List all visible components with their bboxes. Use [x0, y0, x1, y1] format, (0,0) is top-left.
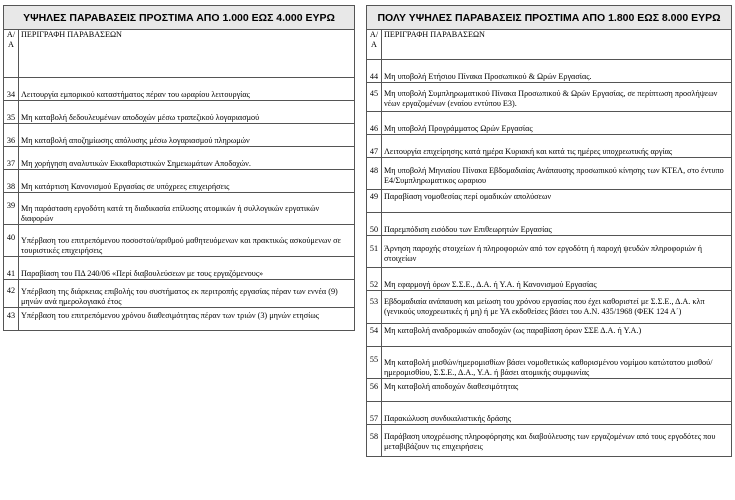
row-description: Μη καταβολή αναδρομικών αποδοχών (ως παραβίαση όρων ΣΣΕ Δ.Α. ή Υ.Α.): [382, 324, 732, 347]
row-description: Λειτουργία επιχείρησης κατά ημέρα Κυριακή και κατά τις ημέρες υποχρεωτικής αργίας: [382, 135, 732, 158]
table-row: [367, 268, 732, 291]
row-description: Μη καταβολή μισθών/ημερομισθίων βάσει νομοθετικώς καθορισμένου νομίμου κατώτατου μισθού/ημερομισθίου, Σ.Σ.Ε., Δ.Α., Υ.Α. ή βάσει ατομικής συμφωνίας: [382, 347, 732, 379]
table-row: [4, 124, 355, 147]
row-description: Μη κατάρτιση Κανονισμού Εργασίας σε υπόχρεες επιχειρήσεις: [19, 170, 355, 193]
row-number: 37: [4, 147, 19, 170]
table-row: [4, 193, 355, 225]
row-description: Μη εφαρμογή όρων Σ.Σ.Ε., Δ.Α. ή Υ.Α. ή Κανονισμού Εργασίας: [382, 268, 732, 291]
row-description: Μη υποβολή Προγράμματος Ωρών Εργασίας: [382, 112, 732, 135]
row-number: 57: [367, 402, 382, 425]
table-row: [4, 170, 355, 193]
table-row: [367, 347, 732, 379]
row-number: 38: [4, 170, 19, 193]
row-number: 40: [4, 225, 19, 257]
table-row: [4, 147, 355, 170]
table-row: [367, 291, 732, 324]
table-row: [367, 190, 732, 213]
table-row: [367, 236, 732, 268]
row-description: Λειτουργία εμπορικού καταστήματος πέραν του ωραρίου λειτουργίας: [19, 78, 355, 101]
row-number: 49: [367, 190, 382, 213]
table-row: [4, 308, 355, 331]
row-number: 34: [4, 78, 19, 101]
table-row: [367, 83, 732, 112]
row-description: Υπέρβαση του επιτρεπόμενου χρόνου διαθεσιμότητας πέραν των τριών (3) μηνών ετησίως: [19, 308, 355, 331]
left-col-num-header: Α/Α: [4, 30, 19, 78]
left-violations-table: [3, 5, 355, 331]
row-description: Μη καταβολή δεδουλευμένων αποδοχών μέσω τραπεζικού λογαριασμού: [19, 101, 355, 124]
right-col-num-header: Α/Α: [367, 30, 382, 60]
row-description: Παρακώλυση συνδικαλιστικής δράσης: [382, 402, 732, 425]
row-number: 39: [4, 193, 19, 225]
row-number: 42: [4, 280, 19, 308]
table-row: [367, 324, 732, 347]
table-row: [4, 257, 355, 280]
table-row: [367, 379, 732, 402]
table-row: [367, 60, 732, 83]
row-description: Παραβίαση του ΠΔ 240/06 «Περί διαβουλεύσεων με τους εργαζόμενους»: [19, 257, 355, 280]
row-description: Μη χορήγηση αναλυτικών Εκκαθαριστικών Σημειωμάτων Αποδοχών.: [19, 147, 355, 170]
table-row: [367, 402, 732, 425]
table-row: [4, 101, 355, 124]
table-row: [367, 135, 732, 158]
row-number: 54: [367, 324, 382, 347]
row-description: Μη καταβολή αποζημίωσης απόλυσης μέσω λογαριασμού πληρωμών: [19, 124, 355, 147]
row-description: Υπέρβαση της διάρκειας επιβολής του συστήματος εκ περιτροπής εργασίας πέραν των εννέα (9) μηνών ανά ημερολογιακό έτος: [19, 280, 355, 308]
row-number: 56: [367, 379, 382, 402]
table-row: [4, 280, 355, 308]
right-table-title: ΠΟΛΥ ΥΨΗΛΕΣ ΠΑΡΑΒΑΣΕΙΣ ΠΡΟΣΤΙΜΑ ΑΠΟ 1.800 ΕΩΣ 8.000 ΕΥΡΩ: [367, 6, 732, 30]
row-number: 46: [367, 112, 382, 135]
row-description: Εβδομαδιαία ανάπαυση και μείωση του χρόνου εργασίας που έχει καθοριστεί με Σ.Σ.Ε., Δ.Α. κλπ (γενικούς υποχρεωτικές ή μη) ή με ΥΑ εκδοθείσες βάσει του Α.Ν. 435/1968 (ΦΕΚ 124 Α΄): [382, 291, 732, 324]
row-number: 44: [367, 60, 382, 83]
row-number: 48: [367, 158, 382, 190]
row-description: Μη υποβολή Συμπληρωματικού Πίνακα Προσωπικού & Ωρών Εργασίας, σε περίπτωση προσλήψεων νέων εργαζομένων (εναίου εντύπου Ε3).: [382, 83, 732, 112]
table-row: [4, 225, 355, 257]
table-row: [367, 112, 732, 135]
row-number: 55: [367, 347, 382, 379]
left-col-desc-header: ΠΕΡΙΓΡΑΦΗ ΠΑΡΑΒΑΣΕΩΝ: [19, 30, 355, 78]
table-row: [367, 158, 732, 190]
row-description: Υπέρβαση του επιτρεπόμενου ποσοστού/αριθμού μαθητευόμενων και πρακτικώς ασκούμενων σε τουριστικές επιχειρήσεις: [19, 225, 355, 257]
row-description: Μη υποβολή Ετήσιου Πίνακα Προσωπικού & Ωρών Εργασίας.: [382, 60, 732, 83]
row-number: 50: [367, 213, 382, 236]
row-number: 41: [4, 257, 19, 280]
row-description: Παράβαση υποχρέωσης πληροφόρησης και διαβούλευσης των εργαζομένων από τους εργοδότες που μεταβιβάζουν τις επιχειρήσεις: [382, 425, 732, 457]
table-row: [4, 78, 355, 101]
row-number: 43: [4, 308, 19, 331]
row-number: 53: [367, 291, 382, 324]
row-description: Μη υποβολή Μηνιαίου Πίνακα Εβδομαδιαίας Ανάπαυσης προσωπικού κίνησης των ΚΤΕΛ, στο έντυπο Ε4/Συμπληρωματικος ωραριου: [382, 158, 732, 190]
row-number: 51: [367, 236, 382, 268]
row-number: 52: [367, 268, 382, 291]
row-description: Μη παράσταση εργοδότη κατά τη διαδικασία επίλυσης ατομικών ή συλλογικών εργατικών διαφορών: [19, 193, 355, 225]
right-violations-table: [366, 5, 732, 457]
row-description: Μη καταβολή αποδοχών διαθεσιμότητας: [382, 379, 732, 402]
row-description: Άρνηση παροχής στοιχείων ή πληροφοριών από τον εργοδότη ή παροχή ψευδών πληροφοριών ή στοιχείων: [382, 236, 732, 268]
row-number: 35: [4, 101, 19, 124]
left-table-title: ΥΨΗΛΕΣ ΠΑΡΑΒΑΣΕΙΣ ΠΡΟΣΤΙΜΑ ΑΠΟ 1.000 ΕΩΣ 4.000 ΕΥΡΩ: [4, 6, 355, 30]
table-row: [367, 425, 732, 457]
row-number: 45: [367, 83, 382, 112]
table-row: [367, 213, 732, 236]
row-description: Παρεμπόδιση εισόδου των Επιθεωρητών Εργασίας: [382, 213, 732, 236]
row-number: 47: [367, 135, 382, 158]
right-col-desc-header: ΠΕΡΙΓΡΑΦΗ ΠΑΡΑΒΑΣΕΩΝ: [382, 30, 732, 60]
row-description: Παραβίαση νομοθεσίας περί ομαδικών απολύσεων: [382, 190, 732, 213]
row-number: 58: [367, 425, 382, 457]
row-number: 36: [4, 124, 19, 147]
